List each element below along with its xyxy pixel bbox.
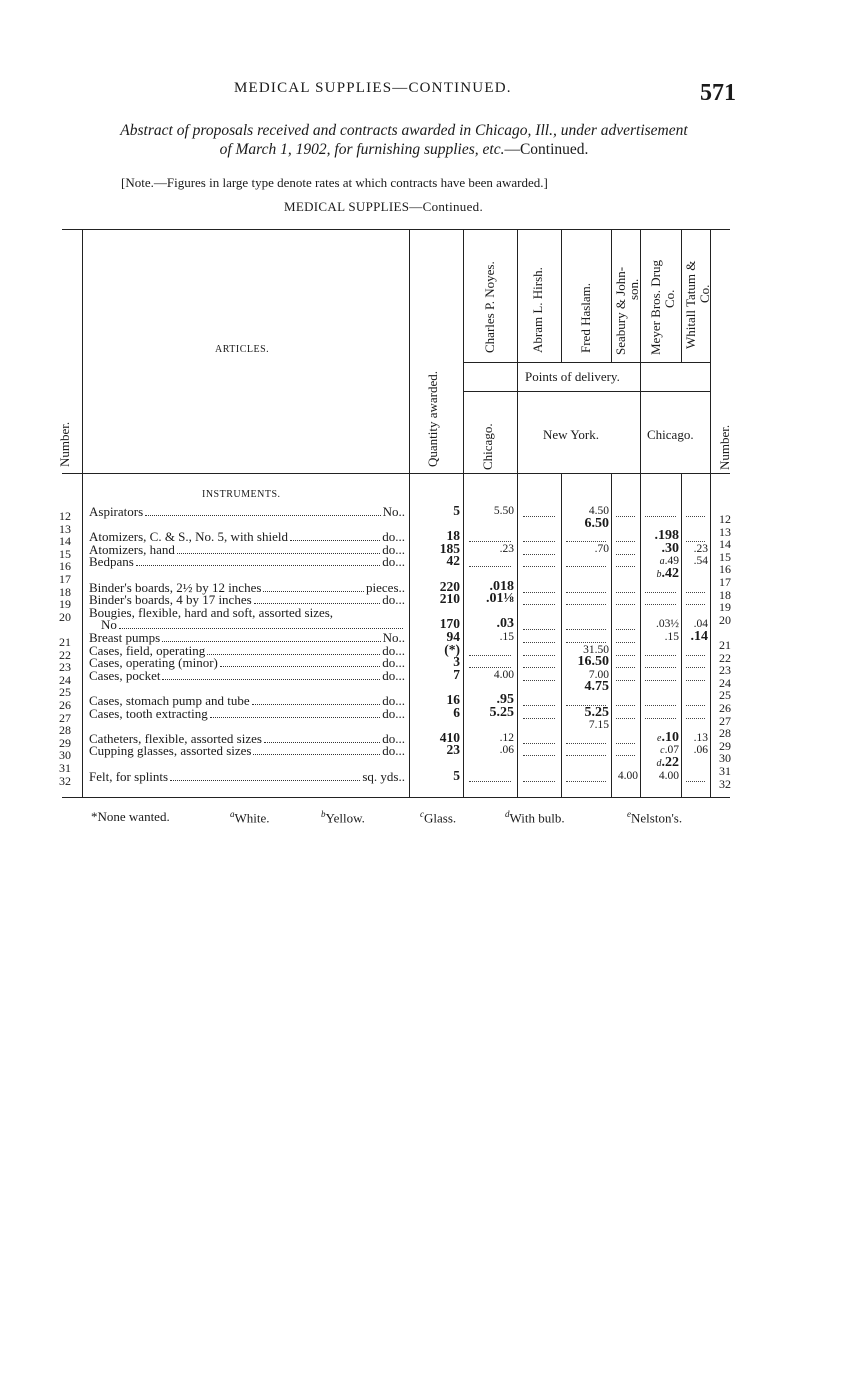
vrule-hirsh-top [561, 230, 562, 363]
bid-meyer: 4.00 [658, 769, 679, 782]
article-text: Felt, for splints [89, 768, 169, 784]
leader-dots [162, 668, 380, 680]
bid-whitall: .04 [693, 618, 708, 631]
article-unit: do... [382, 693, 405, 708]
row-number: 20 [59, 609, 71, 624]
row-number: 29 [59, 735, 71, 750]
delivery-chicago-noyes: Chicago. [480, 423, 495, 470]
bid-noyes: 4.00 [493, 668, 514, 681]
bid-noyes: .01⅛ [486, 591, 514, 607]
row-number-right: 32 [719, 776, 731, 791]
empty-cell-dots [469, 655, 511, 656]
row-number: 28 [59, 723, 71, 738]
article-unit: do... [382, 541, 405, 557]
empty-cell-dots [523, 541, 555, 542]
article-text: Breast pumps [89, 630, 161, 645]
delivery-new-york: New York. [543, 427, 599, 442]
bid-meyer: .30 [661, 540, 679, 556]
leader-dots [210, 706, 380, 718]
vrule-articles [409, 230, 410, 797]
quantity-awarded: 16 [446, 692, 460, 707]
row-number: 12 [59, 509, 71, 523]
quantity-awarded: 42 [446, 553, 460, 569]
empty-cell-dots [523, 667, 555, 668]
article-unit: No.. [382, 630, 405, 645]
row-number-right: 21 [719, 638, 731, 652]
empty-cell-dots [523, 781, 555, 782]
empty-cell-dots [523, 642, 555, 643]
bid-whitall: .23 [693, 542, 708, 555]
empty-cell-dots [523, 705, 555, 706]
empty-cell-dots [616, 718, 635, 719]
empty-cell-dots [686, 667, 705, 668]
bidder-hirsh: Abram L. Hirsh. [530, 267, 545, 353]
leader-dots [136, 554, 380, 566]
empty-cell-dots [566, 604, 606, 605]
empty-cell-dots [645, 655, 676, 656]
bidder-rule [463, 362, 710, 363]
table-bottom-rule [62, 797, 730, 798]
note-line: [Note.—Figures in large type denote rates at which contracts have been awarded.] [121, 175, 548, 190]
col-header-quantity: Quantity awarded. [425, 370, 440, 467]
row-number-right: 17 [719, 575, 731, 589]
article-unit: do... [382, 730, 405, 746]
article-text: Cases, stomach pump and tube [89, 693, 250, 708]
empty-cell-dots [523, 604, 555, 605]
footnote-text: With bulb. [509, 810, 565, 826]
footnote-ref: b [656, 569, 662, 580]
empty-cell-dots [645, 667, 676, 668]
abstract-line-2-italic: of March 1, 1902, for furnishing supplies, etc. [219, 141, 505, 158]
footnote-mark: e [627, 809, 631, 819]
empty-cell-dots [616, 680, 635, 681]
bid-noyes: .03 [496, 616, 514, 632]
bid-haslam: 5.25 [584, 704, 609, 720]
article-text: Binder's boards, 4 by 17 inches [89, 592, 252, 608]
empty-cell-dots [523, 755, 555, 756]
row-number-right: 18 [719, 587, 731, 602]
quantity-awarded: 220 [439, 578, 460, 594]
table-top-rule [62, 229, 730, 230]
article-unit: do... [382, 592, 405, 608]
footnote-mark: d [505, 809, 510, 819]
leader-dots [253, 743, 380, 755]
empty-cell-dots [616, 604, 635, 605]
row-number-right: 25 [719, 688, 731, 703]
leader-dots [220, 655, 380, 667]
empty-cell-dots [566, 629, 606, 630]
vrule-seabury [640, 230, 641, 797]
vrule-haslam-top [611, 230, 612, 363]
empty-cell-dots [645, 592, 676, 593]
article-text: Atomizers, C. & S., No. 5, with shield [89, 529, 288, 545]
bid-noyes: .23 [499, 542, 514, 555]
bid-value: .49 [664, 555, 679, 568]
empty-cell-dots [523, 592, 555, 593]
bid-haslam: 7.15 [588, 719, 609, 732]
row-number: 25 [59, 685, 71, 700]
empty-cell-dots [686, 781, 705, 782]
footnote-text: Glass. [424, 810, 457, 826]
abstract-line-1: Abstract of proposals received and contracts awarded in Chicago, Ill., under advertisement [120, 122, 688, 139]
row-number: 32 [59, 773, 71, 788]
row-number-right: 15 [719, 549, 731, 564]
quantity-awarded: 5 [453, 503, 460, 518]
empty-cell-dots [469, 781, 511, 782]
quantity-awarded: 7 [453, 666, 460, 682]
footnote-text: None wanted. [97, 809, 170, 824]
leader-dots [254, 592, 381, 604]
article-name [89, 743, 405, 759]
article-name [89, 504, 405, 520]
bid-whitall: .13 [693, 731, 708, 744]
empty-cell-dots [616, 592, 635, 593]
empty-cell-dots [523, 718, 555, 719]
empty-cell-dots [616, 629, 635, 630]
leader-dots [177, 542, 380, 554]
row-number-right: 28 [719, 726, 731, 741]
row-number: 15 [59, 546, 71, 561]
bid-meyer: .198 [654, 528, 679, 544]
article-unit: do... [382, 554, 405, 570]
footnote-nelstons [627, 809, 682, 826]
empty-cell-dots [616, 541, 635, 542]
leader-dots [264, 731, 380, 743]
empty-cell-dots [645, 705, 676, 706]
bid-whitall: .54 [693, 555, 708, 568]
bid-seabury: 4.00 [617, 769, 638, 782]
article-text: Cases, field, operating [89, 642, 206, 658]
empty-cell-dots [686, 516, 705, 517]
vrule-hirsh [561, 474, 562, 797]
empty-cell-dots [469, 566, 511, 567]
footnote-mark: b [321, 809, 326, 819]
vrule-meyer-top [681, 230, 682, 363]
row-number: 26 [59, 698, 71, 712]
empty-cell-dots [523, 629, 555, 630]
leader-dots [252, 693, 381, 705]
bidder-meyer-line2: Co. [662, 289, 677, 308]
bid-meyer [657, 566, 680, 582]
row-number-right: 23 [719, 663, 731, 678]
article-unit: do... [382, 743, 405, 759]
row-number: 18 [59, 584, 71, 599]
article-unit: sq. yds.. [362, 768, 405, 784]
vrule-quantity [463, 230, 464, 797]
article-text: Aspirators [89, 504, 144, 519]
article-unit: No.. [382, 504, 405, 519]
footnote-yellow [321, 809, 365, 826]
leader-dots [162, 630, 380, 642]
empty-cell-dots [686, 705, 705, 706]
leader-dots [207, 643, 380, 655]
empty-cell-dots [616, 642, 635, 643]
article-unit: do... [382, 642, 405, 658]
row-number-right: 29 [719, 738, 731, 753]
article-name [89, 769, 405, 785]
footnote-mark: a [230, 809, 235, 819]
col-header-articles: ARTICLES. [215, 344, 270, 355]
vrule-haslam [611, 474, 612, 797]
quantity-awarded: 210 [439, 591, 460, 607]
footnote-mark: c [420, 809, 424, 819]
article-unit: do... [382, 529, 405, 545]
leader-dots [290, 529, 380, 541]
row-number-right: 27 [719, 713, 731, 728]
leader-dots [263, 580, 364, 592]
vrule-whitall [710, 230, 711, 797]
footnote-mark: * [91, 809, 98, 824]
article-text: Bedpans [89, 554, 134, 570]
article-name [89, 554, 405, 570]
bid-noyes: .95 [496, 692, 514, 707]
quantity-awarded: 23 [446, 742, 460, 758]
bid-whitall: .14 [690, 629, 708, 644]
vrule-number [82, 230, 83, 797]
abstract-line-2 [64, 140, 744, 159]
empty-cell-dots [616, 566, 635, 567]
bid-value: .22 [661, 755, 679, 770]
row-number-right: 12 [719, 512, 731, 526]
running-title: MEDICAL SUPPLIES—CONTINUED. [234, 80, 512, 96]
section-subtitle: MEDICAL SUPPLIES—Continued. [284, 199, 484, 214]
col-header-number: Number. [57, 421, 72, 467]
empty-cell-dots [616, 755, 635, 756]
empty-cell-dots [686, 592, 705, 593]
delivery-chicago-meyer-whitall: Chicago. [647, 427, 694, 442]
row-number: 13 [59, 521, 71, 536]
row-number-right: 31 [719, 764, 731, 778]
empty-cell-dots [523, 655, 555, 656]
row-number-right: 30 [719, 751, 731, 766]
footnote-with-bulb [505, 809, 565, 826]
article-unit: do... [382, 655, 405, 671]
delivery-rule [463, 391, 710, 392]
abstract-line-2-continued: —Continued. [504, 141, 589, 158]
row-number-right: 22 [719, 650, 731, 665]
bid-noyes: .15 [499, 631, 514, 643]
article-text: Cases, operating (minor) [89, 655, 218, 671]
row-number-right: 24 [719, 675, 731, 690]
empty-cell-dots [566, 743, 606, 744]
bid-haslam: 7.00 [588, 668, 609, 681]
row-number: 27 [59, 710, 71, 725]
footnote-ref: a [659, 556, 665, 568]
row-number: 14 [59, 534, 71, 549]
bidder-meyer-line1: Meyer Bros. Drug [648, 260, 663, 355]
footnote-ref: d [656, 758, 662, 769]
empty-cell-dots [645, 718, 676, 719]
bid-meyer: .03½ [656, 618, 679, 631]
bid-noyes: .06 [499, 744, 514, 757]
empty-cell-dots [523, 680, 555, 681]
quantity-awarded: 3 [453, 654, 460, 670]
empty-cell-dots [616, 516, 635, 517]
bidder-whitall-line2: Co. [697, 284, 712, 303]
empty-cell-dots [645, 680, 676, 681]
footnote-text: White. [234, 810, 270, 826]
bid-meyer [657, 755, 680, 771]
page-number: 571 [700, 80, 736, 106]
article-text: Cupping glasses, assorted sizes [89, 743, 252, 759]
row-number-right: 14 [719, 537, 731, 552]
row-number: 19 [59, 597, 71, 612]
bid-meyer [657, 730, 679, 746]
article-text: No [101, 617, 117, 633]
footnote-ref: c [660, 745, 665, 757]
row-number: 23 [59, 660, 71, 675]
bidder-seabury-line2: son. [626, 278, 641, 300]
bid-noyes: 5.50 [493, 505, 514, 517]
empty-cell-dots [523, 743, 555, 744]
empty-cell-dots [645, 516, 676, 517]
bid-noyes: .018 [489, 578, 514, 594]
footnote-ref: e [657, 732, 662, 744]
footnote-none-wanted [91, 809, 170, 825]
article-name [89, 706, 405, 722]
footnote-text: Nelston's. [631, 810, 683, 826]
empty-cell-dots [523, 554, 555, 555]
empty-cell-dots [616, 655, 635, 656]
bid-noyes: 5.25 [489, 704, 514, 720]
empty-cell-dots [616, 554, 635, 555]
bidder-haslam: Fred Haslam. [578, 282, 593, 353]
article-unit: pieces.. [366, 579, 405, 595]
row-number-right: 19 [719, 600, 731, 615]
quantity-awarded: 170 [439, 616, 460, 632]
article-unit: do... [382, 705, 405, 721]
bid-haslam: .70 [594, 542, 609, 555]
empty-cell-dots [616, 667, 635, 668]
section-instruments: INSTRUMENTS. [202, 489, 281, 500]
empty-cell-dots [523, 566, 555, 567]
article-text: Cases, tooth extracting [89, 705, 208, 721]
footnote-text: Yellow. [325, 810, 365, 826]
footnote-glass [420, 809, 456, 826]
points-of-delivery: Points of delivery. [525, 369, 620, 384]
article-text: Cases, pocket [89, 667, 161, 683]
empty-cell-dots [686, 655, 705, 656]
article-text: Atomizers, hand [89, 541, 175, 557]
empty-cell-dots [645, 604, 676, 605]
bid-haslam: 4.75 [584, 679, 609, 695]
article-name: Bougies, flexible, hard and soft, assorted sizes, [89, 604, 334, 620]
empty-cell-dots [566, 755, 606, 756]
quantity-awarded: 5 [453, 767, 460, 783]
footnote-white [230, 809, 270, 826]
row-number: 21 [59, 635, 71, 649]
article-text: Binder's boards, 2½ by 12 inches [89, 579, 262, 595]
empty-cell-dots [686, 604, 705, 605]
bid-noyes: .12 [499, 731, 514, 744]
bid-whitall: .06 [693, 744, 708, 757]
row-number: 30 [59, 748, 71, 763]
quantity-awarded: 6 [453, 704, 460, 720]
vrule-noyes [517, 230, 518, 797]
empty-cell-dots [566, 781, 606, 782]
row-number-right: 26 [719, 701, 731, 715]
bid-haslam: 16.50 [577, 654, 609, 670]
bidder-seabury-line1: Seabury & John- [613, 266, 628, 355]
table-header-bottom-rule [62, 473, 730, 474]
empty-cell-dots [566, 592, 606, 593]
col-header-number-right: Number. [717, 424, 732, 470]
leader-dots [119, 617, 403, 629]
row-number-right: 16 [719, 562, 731, 577]
article-unit: do... [382, 667, 405, 683]
quantity-awarded: 185 [439, 540, 460, 556]
row-number: 31 [59, 761, 71, 775]
bid-haslam: 6.50 [584, 515, 609, 531]
bid-value: .42 [661, 566, 679, 581]
abstract-heading [64, 121, 744, 159]
bid-haslam: 4.50 [588, 505, 609, 517]
empty-cell-dots [686, 718, 705, 719]
article-name [89, 668, 405, 684]
leader-dots [170, 769, 360, 781]
row-number: 22 [59, 647, 71, 662]
row-number: 24 [59, 672, 71, 687]
bid-meyer: .15 [664, 631, 679, 643]
bid-haslam: 31.50 [583, 643, 609, 656]
row-number: 16 [59, 559, 71, 574]
empty-cell-dots [566, 566, 606, 567]
row-number-right: 20 [719, 612, 731, 627]
bid-value: .07 [664, 744, 679, 757]
empty-cell-dots [616, 705, 635, 706]
quantity-awarded: 94 [446, 629, 460, 644]
empty-cell-dots [686, 680, 705, 681]
bid-value: .10 [661, 729, 679, 745]
leader-dots [145, 504, 380, 516]
empty-cell-dots [523, 516, 555, 517]
bidder-noyes: Charles P. Noyes. [482, 261, 497, 353]
vrule-meyer [681, 474, 682, 797]
quantity-awarded: 410 [439, 729, 460, 745]
empty-cell-dots [616, 743, 635, 744]
article-text: Catheters, flexible, assorted sizes [89, 730, 262, 746]
bidder-whitall-line1: Whitall Tatum & [683, 260, 698, 349]
row-number: 17 [59, 572, 71, 586]
row-number-right: 13 [719, 524, 731, 539]
quantity-awarded: 18 [446, 528, 460, 544]
quantity-awarded: (*) [444, 641, 460, 657]
